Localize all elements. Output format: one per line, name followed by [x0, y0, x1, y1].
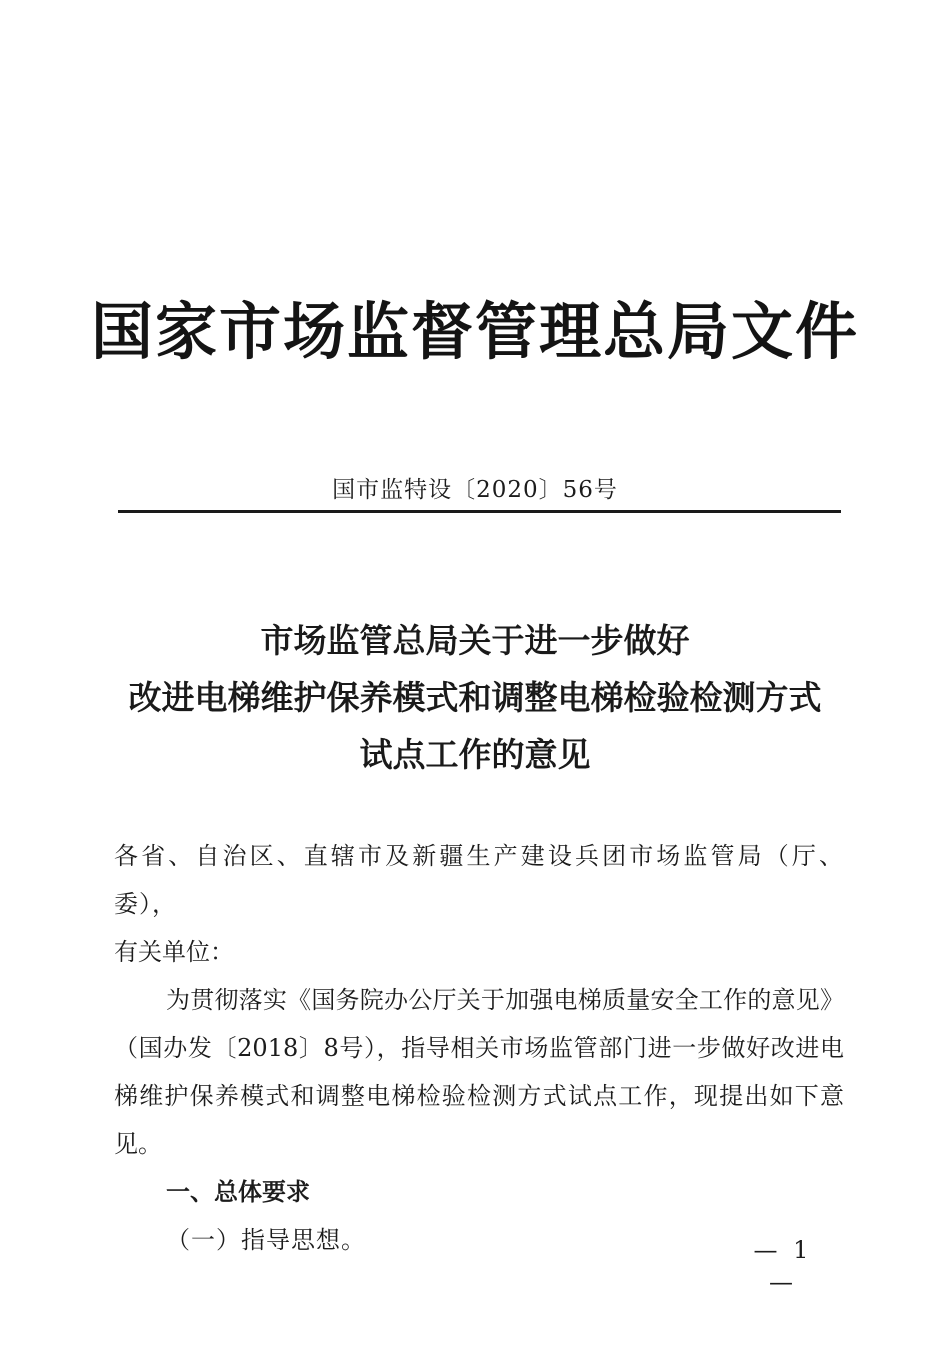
document-title [0, 612, 950, 783]
header-divider [118, 510, 841, 513]
recipients-line: 各省、自治区、直辖市及新疆生产建设兵团市场监管局（厅、委）， [114, 842, 844, 918]
title-line-2: 改进电梯维护保养模式和调整电梯检验检测方式 [128, 678, 822, 717]
title-line-1: 市场监管总局关于进一步做好 [260, 621, 690, 660]
subsection-heading: （一）指导思想。 [166, 1226, 366, 1254]
agency-header: 国家市场监督管理总局文件 [90, 295, 859, 368]
title-line-3: 试点工作的意见 [359, 735, 591, 774]
body-paragraph: 为贯彻落实《国务院办公厅关于加强电梯质量安全工作的意见》（国办发〔2018〕8号），指导相关市场监管部门进一步做好改进电梯维护保养模式和调整电梯检验检测方式试点工作，现提出如下意见。 [114, 986, 844, 1158]
section-heading: 一、总体要求 [166, 1178, 310, 1206]
recipients-continuation: 有关单位： [114, 938, 234, 966]
document-body [114, 832, 844, 1264]
document-number: 国市监特设〔2020〕56号 [332, 477, 618, 503]
page-number: — 1 — [753, 1236, 813, 1296]
